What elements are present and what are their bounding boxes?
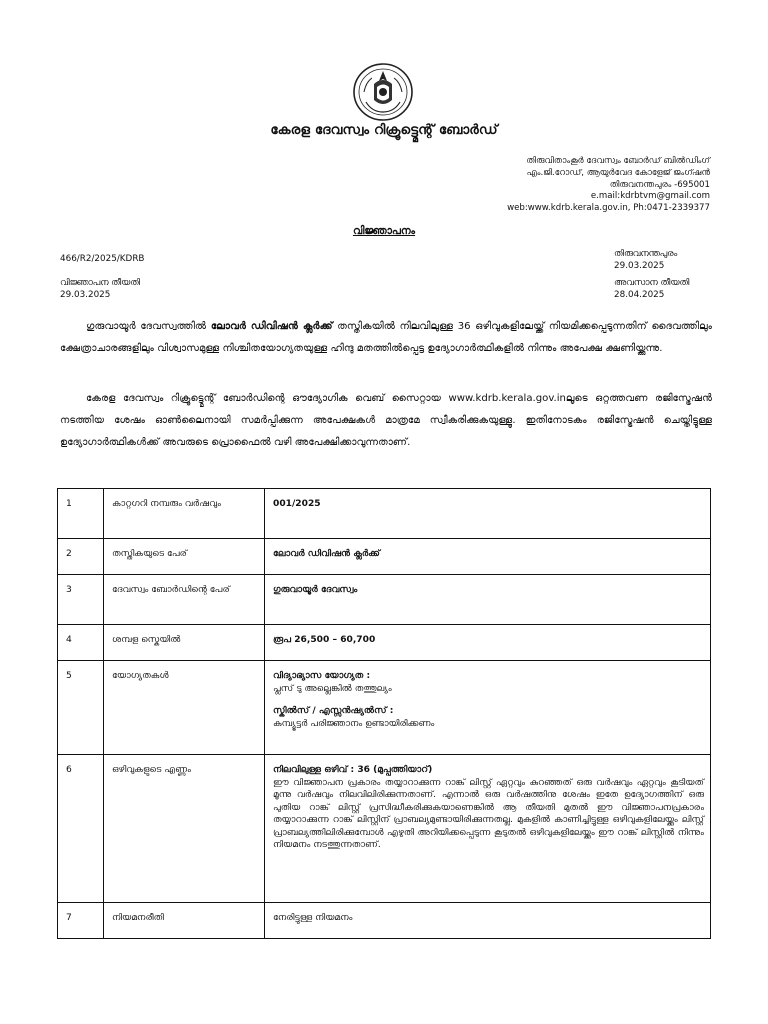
- notification-date-block: [60, 277, 140, 301]
- row-value: ഗുരുവായൂർ ദേവസ്വം: [265, 575, 711, 625]
- table-row: [58, 539, 711, 575]
- row-number: 4: [58, 625, 104, 661]
- row-number: 5: [58, 661, 104, 755]
- place-block: [614, 248, 677, 272]
- last-date: 28.04.2025: [614, 290, 665, 300]
- row-value: ലോവർ ഡിവിഷൻ ക്ലർക്ക്: [265, 539, 711, 575]
- last-date-block: [614, 277, 689, 301]
- table-row: [58, 489, 711, 539]
- table-row: [58, 755, 711, 903]
- address-line: തിരുവനന്തപുരം -695001: [609, 179, 710, 190]
- post-name-bold: ലോവർ ഡിവിഷൻ ക്ലർക്ക്: [210, 321, 333, 332]
- row-label: കാറ്റഗറി നമ്പരും വർഷവും: [104, 489, 265, 539]
- table-row: [58, 903, 711, 939]
- row-number: 2: [58, 539, 104, 575]
- reference-number: 466/R2/2025/KDRB: [60, 254, 145, 264]
- qualifications-cell: [265, 661, 711, 755]
- notification-heading: വിജ്ഞാപനം: [352, 225, 416, 237]
- table-row: [58, 625, 711, 661]
- intro-paragraph: ഗുരുവായൂർ ദേവസ്വത്തിൽ ലോവർ ഡിവിഷൻ ക്ലർക്ക് തസ്തികയിൽ നിലവിലുള്ള 36 ഒഴിവുകളിലേയ്ക്ക് നിയമിക്കപ്പെടുന്നതിന് ദൈവത്തിലും ക്ഷേത്രാചാരങ്ങളിലും വിശ്വാസമുള്ള നിശ്ചിതയോഗ്യതയുള്ള ഹിന്ദു മതത്തിൽപ്പെട്ട ഉദ്യോഗാർത്ഥികളിൽ നിന്നും അപേക്ഷ ക്ഷണിയ്ക്കുന്നു.: [60, 321, 712, 354]
- row-label: തസ്തികയുടെ പേര്: [104, 539, 265, 575]
- education-heading: വിദ്യാഭ്യാസ യോഗ്യത :: [273, 671, 371, 681]
- application-paragraph: കേരള ദേവസ്വം റിക്രൂട്ട്മെന്റ് ബോർഡിന്റെ ഔദ്യോഗിക വെബ് സൈറ്റായ www.kdrb.kerala.gov.inലൂടെ ഒറ്റത്തവണ രജിസ്ട്രേഷൻ നടത്തിയ ശേഷം ഓൺലൈനായി സമർപ്പിക്കുന്ന അപേക്ഷകൾ മാത്രമേ സ്വീകരിക്കുകയുള്ളൂ. ഇതിനോടകം രജിസ്ട്രേഷൻ ചെയ്തിട്ടുള്ള ഉദ്യോഗാർത്ഥികൾക്ക് അവരുടെ പ്രൊഫൈൽ വഴി അപേക്ഷിക്കാവുന്നതാണ്.: [60, 393, 712, 448]
- skills-value: കമ്പ്യൂട്ടർ പരിജ്ഞാനം ഉണ്ടായിരിക്കണം: [273, 718, 435, 729]
- address-line: എം.ജി.റോഡ്, ആയുർവേദ കോളേജ് ജംഗ്ഷൻ: [526, 167, 710, 178]
- last-date-label: അവസാന തീയതി: [614, 278, 690, 288]
- row-number: 6: [58, 755, 104, 903]
- row-value: നേരിട്ടുള്ള നിയമനം: [265, 903, 711, 939]
- notification-date: 29.03.2025: [60, 290, 111, 300]
- row-label: നിയമനരീതി: [104, 903, 265, 939]
- board-emblem-icon: [352, 62, 414, 122]
- rank-list-validity-text: ഈ വിജ്ഞാപന പ്രകാരം തയ്യാറാക്കുന്ന റാങ്ക് ലിസ്റ്റ് ഏറ്റവും കുറഞ്ഞത് ഒരു വർഷവും ഏറ്റവും കൂടിയത് മൂന്നു വർഷവും നിലവിലിരിക്കുന്നതാണ്. എന്നാൽ ഒരു വർഷത്തിനു ശേഷം ഇതേ ഉദ്യോഗത്തിന് ഒരു പുതിയ റാങ്ക് ലിസ്റ്റ് പ്രസിദ്ധീകരിക്കുകയാണെങ്കിൽ ആ തീയതി മുതൽ ഈ വിജ്ഞാപനപ്രകാരം തയ്യാറാക്കുന്ന റാങ്ക് ലിസ്റ്റിന് പ്രാബല്യമുണ്ടായിരിക്കുന്നതല്ല. മുകളിൽ കാണിച്ചിട്ടുള്ള ഒഴിവുകളിലേയ്ക്കും ലിസ്റ്റ് പ്രാബല്യത്തിലിരിക്കുമ്പോൾ എഴുതി അറിയിക്കപ്പെടുന്ന കൂടുതൽ ഒഴിവുകളിലേയ്ക്കും ഈ റാങ്ക് ലിസ്റ്റിൽ നിന്നും നിയമനം നടത്തുന്നതാണ്.: [273, 777, 704, 850]
- row-value: രൂപ 26,500 – 60,700: [265, 625, 711, 661]
- vacancies-heading: നിലവിലുള്ള ഒഴിവ് : 36 (മുപ്പത്തിയാറ്): [273, 765, 433, 775]
- row-label: ഒഴിവുകളുടെ എണ്ണം: [104, 755, 265, 903]
- details-table: [57, 488, 711, 939]
- vacancies-cell: [265, 755, 711, 903]
- row-number: 1: [58, 489, 104, 539]
- address-line: തിരുവിതാംകൂർ ദേവസ്വം ബോർഡ് ബിൽഡിംഗ്: [526, 156, 710, 166]
- table-row: [58, 661, 711, 755]
- row-label: യോഗ്യതകൾ: [104, 661, 265, 755]
- web-phone-line: web:www.kdrb.kerala.gov.in, Ph:0471-2339377: [507, 203, 710, 214]
- notification-date-label: വിജ്ഞാപന തീയതി: [60, 278, 141, 288]
- row-label: ദേവസ്വം ബോർഡിന്റെ പേര്: [104, 575, 265, 625]
- row-value: 001/2025: [265, 489, 711, 539]
- skills-heading: സ്കിൽസ് / എസ്സൻഷ്യൽസ് :: [273, 706, 394, 716]
- table-row: [58, 575, 711, 625]
- row-label: ശമ്പള സ്കെയിൽ: [104, 625, 265, 661]
- place-date: 29.03.2025: [614, 261, 665, 271]
- place-label: തിരുവനന്തപുരം: [614, 249, 678, 259]
- row-number: 3: [58, 575, 104, 625]
- email-line: e.mail:kdrbtvm@gmail.com: [590, 191, 710, 202]
- education-value: പ്ലസ് ടു അല്ലെങ്കിൽ തത്തുല്യം: [273, 683, 392, 694]
- row-number: 7: [58, 903, 104, 939]
- board-address: [507, 156, 710, 215]
- board-name: കേരള ദേവസ്വം റിക്രൂട്ട്മെന്റ് ബോർഡ്: [270, 122, 498, 138]
